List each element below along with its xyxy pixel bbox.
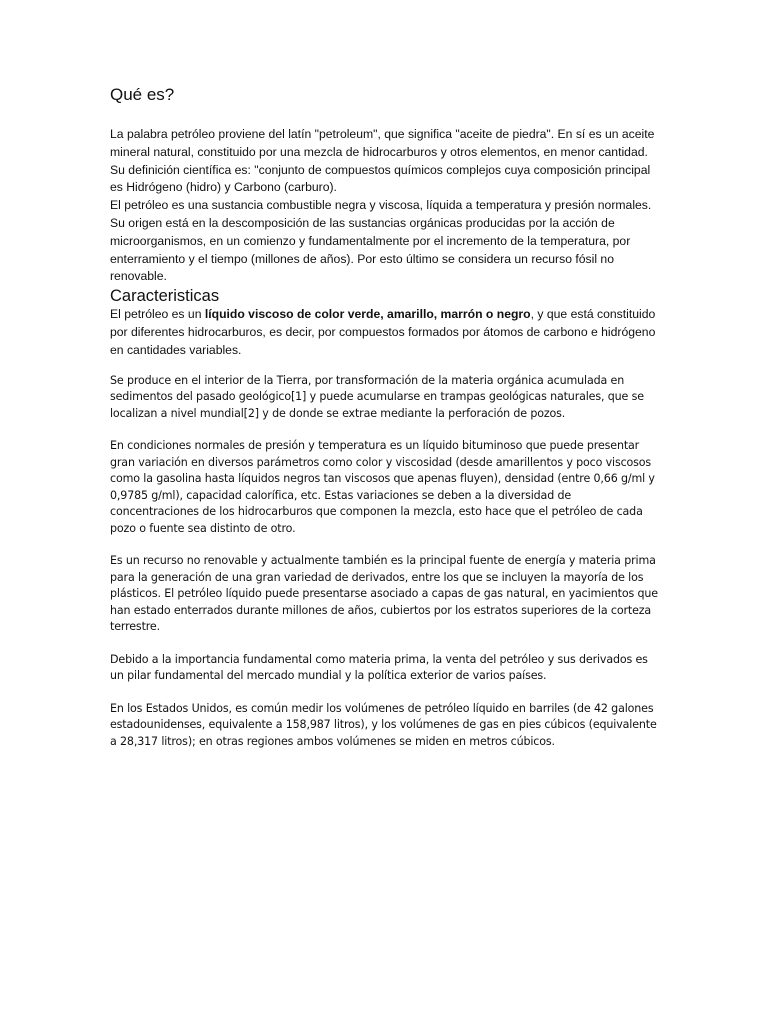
body-paragraphs	[110, 373, 660, 751]
lead-text-before: El petróleo es un	[110, 307, 205, 322]
body-paragraph: En los Estados Unidos, es común medir los volúmenes de petróleo líquido en barriles (de 42 galones estadounidenses, equivalente a 158,987 litros), y los volúmenes de gas en pies cúbicos (equivalente a 28,317 litros); en otras regiones ambos volúmenes se miden en metros cúbicos.	[110, 701, 657, 748]
lead-text-bold: líquido viscoso de color verde, amarillo, marrón o negro	[204, 307, 531, 322]
lead-text-after: , y que está constituido por diferentes hidrocarburos, es decir, por compuestos formados por átomos de carbono e hidrógeno en cantidades variables.	[110, 307, 656, 357]
intro-paragraph-3: El petróleo es una sustancia combustible negra y viscosa, líquida a temperatura y presión normales. Su origen está en la descomposición de las sustancias orgánicas producidas por la acción de microorganismos, en un comienzo y fundamentalmente por el incremento de la temperatura, por enterramiento y el tiempo (millones de años). Por esto último se considera un recurso fósil no renovable.	[110, 198, 652, 284]
section-heading: Caracteristicas	[110, 287, 220, 306]
characteristics-lead	[110, 306, 660, 359]
document-page	[110, 84, 660, 750]
intro-paragraph-1: La palabra petróleo proviene del latín "petroleum", que significa "aceite de piedra". En sí es un aceite mineral natural, constituido por una mezcla de hidrocarburos y otros elementos, en menor cantidad.	[110, 127, 655, 159]
page-title: Qué es?	[110, 85, 175, 104]
intro-section	[110, 126, 660, 286]
body-paragraph: Se produce en el interior de la Tierra, por transformación de la materia orgánica acumulada en sedimentos del pasado geológico[1] y puede acumularse en trampas geológicas naturales, que se localizan a nivel mundial[2] y de donde se extrae mediante la perforación de pozos.	[110, 373, 644, 420]
body-paragraph: En condiciones normales de presión y temperatura es un líquido bituminoso que puede presentar gran variación en diversos parámetros como color y viscosidad (desde amarillentos y poco viscosos como la gasolina hasta líquidos negros tan viscosos que apenas fluyen), densidad (entre 0,66 g/ml y 0,9785 g/ml), capacidad calorífica, etc. Estas variaciones se deben a la diversidad de concentraciones de los hidrocarburos que componen la mezcla, esto hace que el petróleo de cada pozo o fuente sea distinto de otro.	[110, 439, 655, 535]
body-paragraph: Debido a la importancia fundamental como materia prima, la venta del petróleo y sus derivados es un pilar fundamental del mercado mundial y la política exterior de varios países.	[110, 652, 648, 683]
body-paragraph: Es un recurso no renovable y actualmente también es la principal fuente de energía y materia prima para la generación de una gran variedad de derivados, entre los que se incluyen la mayoría de los plásticos. El petróleo líquido puede presentarse asociado a capas de gas natural, en yacimientos que han estado enterrados durante millones de años, cubiertos por los estratos superiores de la corteza terrestre.	[110, 554, 658, 634]
intro-paragraph-2: Su definición científica es: "conjunto de compuestos químicos complejos cuya composición principal es Hidrógeno (hidro) y Carbono (carburo).	[110, 162, 651, 195]
